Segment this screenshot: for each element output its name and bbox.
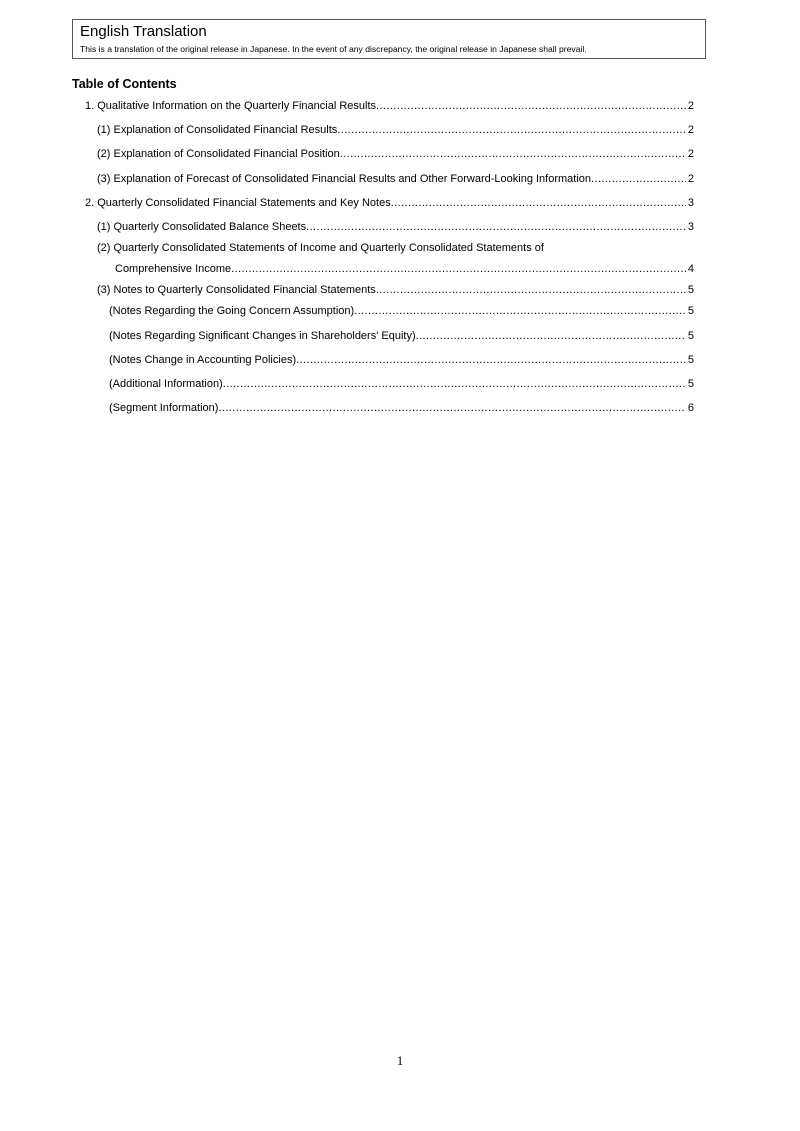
toc-entry-page: 5 <box>687 284 694 296</box>
toc-entry-section-2[interactable] <box>85 196 694 210</box>
toc-entry-going-concern[interactable] <box>109 304 694 318</box>
toc-entry-page: 3 <box>687 221 694 233</box>
notice-title: English Translation <box>80 23 207 40</box>
toc-entry-title: (Segment Information) <box>109 402 219 414</box>
toc-entry-shareholders-equity[interactable] <box>109 329 694 343</box>
toc-leader-dots <box>231 262 686 276</box>
toc-entry-1-2[interactable] <box>97 147 694 161</box>
toc-entry-page: 4 <box>687 263 694 275</box>
toc-leader-dots <box>340 147 686 161</box>
toc-entry-title: (3) Notes to Quarterly Consolidated Financial Statements <box>97 284 376 296</box>
toc-leader-dots <box>591 172 686 186</box>
toc-entry-2-3[interactable] <box>97 283 694 297</box>
toc-entry-page: 5 <box>687 330 694 342</box>
toc-entry-title: 2. Quarterly Consolidated Financial Statements and Key Notes <box>85 197 391 209</box>
toc-entry-2-2-continuation[interactable] <box>115 262 694 276</box>
toc-entry-page: 5 <box>687 378 694 390</box>
toc-leader-dots <box>376 99 686 113</box>
toc-entry-accounting-policies[interactable] <box>109 353 694 367</box>
toc-entry-page: 2 <box>687 124 694 136</box>
toc-entry-title: (3) Explanation of Forecast of Consolidated Financial Results and Other Forward-Looking Information <box>97 173 592 185</box>
page-number: 1 <box>396 1053 404 1068</box>
toc-leader-dots <box>218 401 685 415</box>
toc-heading: Table of Contents <box>72 77 177 91</box>
toc-leader-dots <box>223 377 686 391</box>
translation-notice <box>72 19 706 59</box>
toc-entry-title: 1. Qualitative Information on the Quarterly Financial Results <box>85 100 377 112</box>
toc-entry-1-1[interactable] <box>97 123 694 137</box>
toc-leader-dots <box>354 304 686 318</box>
toc-entry-title: (Notes Change in Accounting Policies) <box>109 354 297 366</box>
toc-entry-title: (Notes Regarding the Going Concern Assumption) <box>109 305 355 317</box>
toc-leader-dots <box>416 329 686 343</box>
toc-entry-title: (Additional Information) <box>109 378 223 390</box>
toc-leader-dots <box>306 220 686 234</box>
toc-entry-2-2-first-line[interactable] <box>97 241 544 255</box>
toc-entry-page: 6 <box>687 402 694 414</box>
toc-entry-page: 2 <box>687 173 694 185</box>
toc-entry-page: 5 <box>687 354 694 366</box>
toc-entry-additional-information[interactable] <box>109 377 694 391</box>
toc-leader-dots <box>376 283 686 297</box>
toc-entry-title: (Notes Regarding Significant Changes in Shareholders' Equity) <box>109 330 416 342</box>
toc-entry-segment-information[interactable] <box>109 401 694 415</box>
toc-entry-title: (1) Quarterly Consolidated Balance Sheets <box>97 221 307 233</box>
toc-entry-title-continuation: Comprehensive Income <box>115 263 232 275</box>
toc-entry-section-1[interactable] <box>85 99 694 113</box>
toc-entry-page: 3 <box>687 197 694 209</box>
toc-entry-title: (1) Explanation of Consolidated Financial Results <box>97 124 338 136</box>
toc-entry-page: 2 <box>687 100 694 112</box>
toc-entry-2-1[interactable] <box>97 220 694 234</box>
toc-entry-page: 2 <box>687 148 694 160</box>
toc-leader-dots <box>296 353 686 367</box>
toc-entry-title: (2) Quarterly Consolidated Statements of Income and Quarterly Consolidated Statements of <box>97 242 544 254</box>
toc-entry-title: (2) Explanation of Consolidated Financial Position <box>97 148 340 160</box>
toc-leader-dots <box>337 123 686 137</box>
notice-text: This is a translation of the original release in Japanese. In the event of any discrepancy, the original release in Japanese shall prevail. <box>80 44 587 54</box>
toc-entry-page: 5 <box>687 305 694 317</box>
toc-entry-1-3[interactable] <box>97 172 694 186</box>
toc-leader-dots <box>391 196 686 210</box>
